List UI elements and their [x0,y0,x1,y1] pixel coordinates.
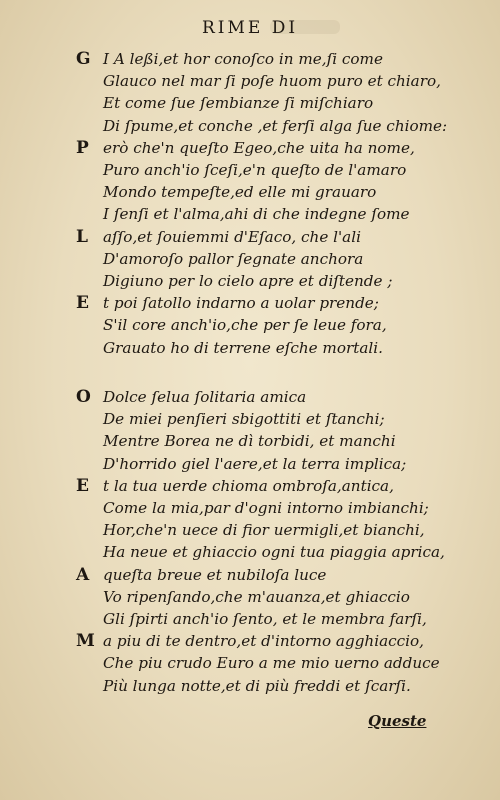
drop-initial: M [76,631,95,652]
verse-line: Più lunga notte,et di più freddi et ſcarſi. [103,676,411,695]
verse-line: Mentre Borea ne dì torbidi, et manchi [103,432,396,451]
verse-line: O Dolce ſelua ſolitaria amica [76,387,307,407]
verse-line: E t poi ſatollo indarno a uolar prende; [76,293,379,314]
verse-line: Puro anch'io ſceſi,e'n queſto de l'amaro [103,161,407,180]
verse-line: Digiuno per lo cielo apre et diſtende ; [103,272,393,291]
verse-line: M a piu di te dentro,et d'intorno agghiaccio, [76,631,424,652]
verse-line: E t la tua uerde chioma ombroſa,antica, [76,475,394,496]
verse-line: G I A leßi,et hor conoſco in me,ſi come [76,49,383,69]
verse-line: P erò che'n queſto Egeo,che uita ha nome, [76,137,415,158]
drop-initial: P [76,137,89,158]
verse-line: Et come ſue ſembianze ſi miſchiaro [103,94,374,113]
drop-initial: A [76,564,90,585]
verse-line: Ha neue et ghiaccio ogni tua piaggia aprica, [103,543,445,562]
verse-line: Hor,che'n uece di fior uermigli,et bianchi, [103,521,425,540]
verse-line: Vo ripenſando,che m'auanza,et ghiaccio [103,587,410,606]
verse-line: D'horrido giel l'aere,et la terra implica; [103,454,407,473]
verse-line: D'amoroſo pallor ſegnate anchora [103,249,364,268]
drop-initial: O [76,387,91,407]
sonnet-1 [76,48,476,359]
verse-line: Glauco nel mar ſi poſe huom puro et chiaro, [103,72,441,91]
drop-initial: E [76,293,89,314]
running-head: RIME DI [201,18,299,38]
verse-line: De miei penſieri sbigottiti et ſtanchi; [103,410,385,429]
verse-line: I ſenſi et l'alma,ahi di che indegne ſome [103,205,410,224]
verse-line: L aſſo,et ſouiemmi d'Eſaco, che l'ali [76,226,361,247]
verse-line: Grauato ho di terrene eſche mortali. [103,338,383,357]
sonnet-2 [76,386,476,697]
verse-line: Come la mia,par d'ogni intorno imbianchi; [103,499,429,518]
drop-initial: L [76,226,88,247]
verse-line: Mondo tempeſte,ed elle mi grauaro [103,183,377,202]
drop-initial: G [76,49,91,69]
verse-line: S'il core anch'io,che per ſe leue fora, [103,316,387,335]
verse-line: Che piu crudo Euro a me mio uerno adduce [103,654,440,673]
drop-initial: E [76,475,89,496]
verse-line: Gli ſpirti anch'io ſento, et le membra farſi, [103,610,427,629]
verse-line: Di ſpume,et conche ,et ferſi alga ſue chiome: [103,116,448,135]
verse-line: A queſta breue et nubiloſa luce [76,564,327,585]
catchword: Queste [368,712,427,730]
